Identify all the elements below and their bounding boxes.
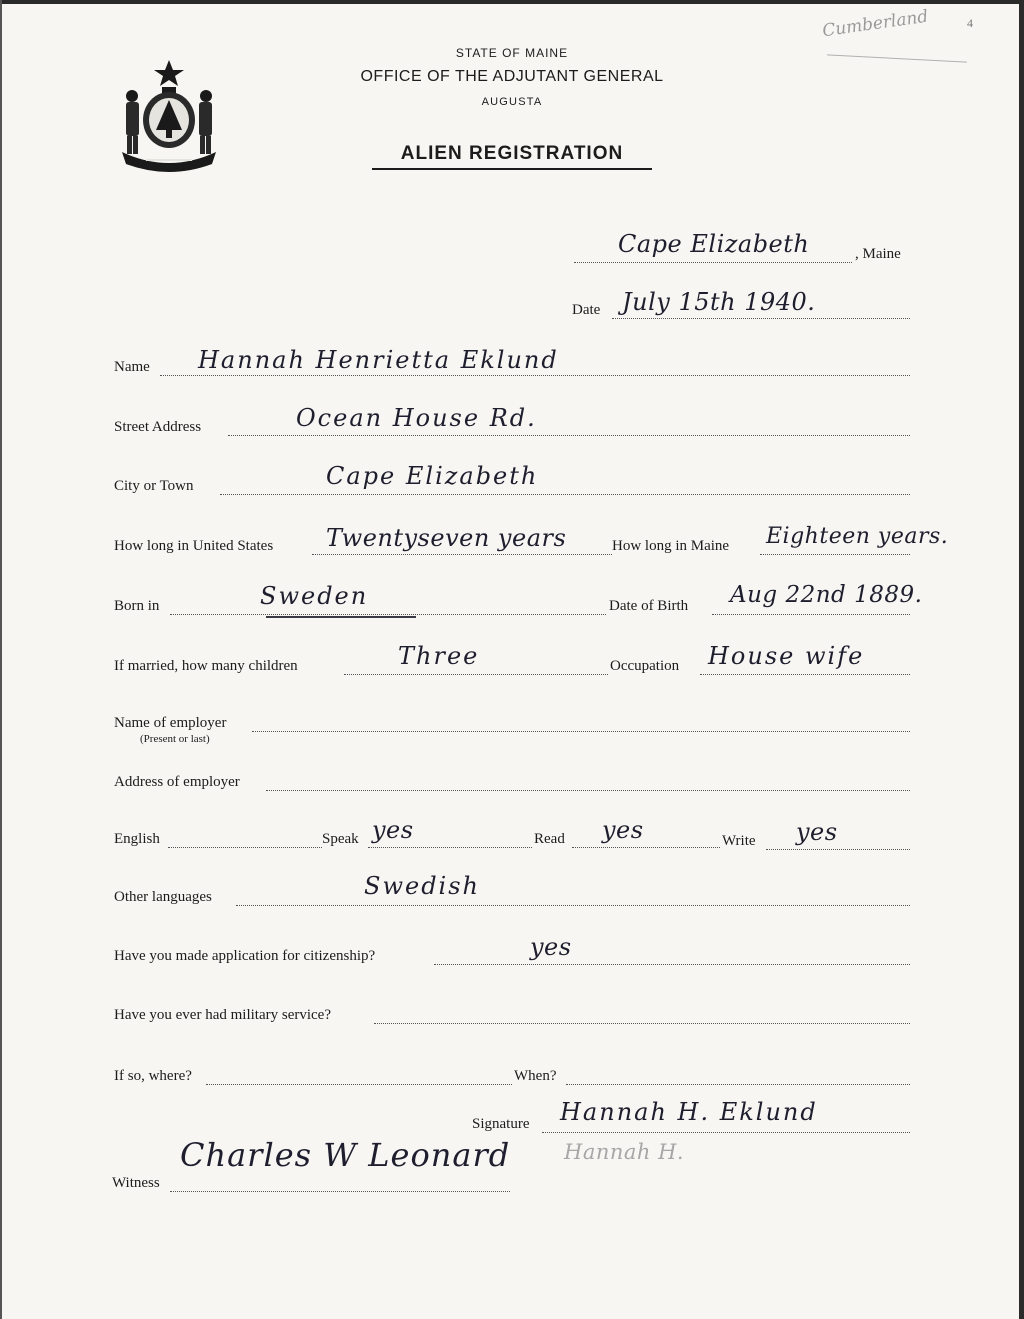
occupation-line <box>700 674 910 675</box>
witness-value: Charles W Leonard <box>180 1136 511 1174</box>
date-of-birth-value: Aug 22nd 1889. <box>730 582 923 608</box>
office-heading: OFFICE OF THE ADJUTANT GENERAL <box>360 68 664 85</box>
how-long-us-label: How long in United States <box>114 538 274 554</box>
born-in-value: Sweden <box>260 582 369 610</box>
read-label: Read <box>534 831 565 847</box>
when-line <box>566 1084 910 1085</box>
name-line <box>160 375 910 376</box>
title-underline <box>372 168 652 170</box>
how-long-us-value: Twentyseven years <box>326 524 567 552</box>
when-label: When? <box>514 1068 557 1084</box>
occupation-label: Occupation <box>610 658 680 674</box>
signature-faint-note: Hannah H. <box>564 1140 685 1164</box>
military-line <box>374 1023 910 1024</box>
born-in-pen-underline <box>266 616 416 618</box>
speak-value: yes <box>372 816 414 844</box>
children-label: If married, how many children <box>114 658 298 674</box>
city-or-town-value: Cape Elizabeth <box>326 462 539 490</box>
city-or-town-line <box>220 494 910 495</box>
occupation-value: House wife <box>708 642 865 670</box>
speak-line <box>368 847 532 848</box>
name-label: Name <box>114 359 150 375</box>
date-line <box>612 318 910 319</box>
employer-name-sublabel: (Present or last) <box>140 733 210 745</box>
military-label: Have you ever had military service? <box>114 1007 331 1023</box>
scan-edge-left <box>0 0 2 1319</box>
citizenship-line <box>434 964 910 965</box>
born-in-label: Born in <box>114 598 160 614</box>
date-of-birth-label: Date of Birth <box>609 598 689 614</box>
citizenship-value: yes <box>530 933 572 961</box>
state-heading: STATE OF MAINE <box>455 46 569 60</box>
how-long-us-line <box>312 554 612 555</box>
write-value: yes <box>796 818 838 846</box>
place-suffix: , Maine <box>855 246 901 262</box>
children-value: Three <box>398 642 480 670</box>
name-value: Hannah Henrietta Eklund <box>198 346 559 374</box>
place-value: Cape Elizabeth <box>618 230 810 258</box>
archive-page-number: 4 <box>967 16 973 30</box>
date-of-birth-line <box>712 614 910 615</box>
street-address-line <box>228 435 910 436</box>
other-languages-value: Swedish <box>364 872 480 900</box>
children-line <box>344 674 608 675</box>
scan-edge-top <box>0 0 1024 4</box>
english-label: English <box>114 831 160 847</box>
city-or-town-label: City or Town <box>114 478 194 494</box>
date-label: Date <box>572 302 601 318</box>
how-long-maine-value: Eighteen years. <box>766 524 949 549</box>
scan-edge-right <box>1019 0 1024 1319</box>
citizenship-label: Have you made application for citizenship? <box>114 948 376 964</box>
street-address-value: Ocean House Rd. <box>296 404 537 432</box>
where-label: If so, where? <box>114 1068 192 1084</box>
write-label: Write <box>722 833 756 849</box>
born-in-line <box>170 614 606 615</box>
signature-label: Signature <box>472 1116 530 1132</box>
speak-label: Speak <box>322 831 359 847</box>
other-languages-line <box>236 905 910 906</box>
form-title: ALIEN REGISTRATION <box>400 143 624 164</box>
place-line <box>574 262 852 263</box>
employer-address-label: Address of employer <box>114 774 240 790</box>
street-address-label: Street Address <box>114 419 202 435</box>
employer-name-line <box>252 731 910 732</box>
write-line <box>766 849 910 850</box>
witness-line <box>170 1191 510 1192</box>
read-value: yes <box>602 816 644 844</box>
employer-address-line <box>266 790 910 791</box>
witness-label: Witness <box>112 1175 160 1191</box>
city-heading: AUGUSTA <box>481 96 543 108</box>
read-line <box>572 847 720 848</box>
employer-name-label: Name of employer <box>114 715 227 731</box>
date-value: July 15th 1940. <box>622 288 816 316</box>
how-long-maine-label: How long in Maine <box>612 538 730 554</box>
signature-value: Hannah H. Eklund <box>560 1098 818 1126</box>
english-line <box>168 847 322 848</box>
signature-line <box>542 1132 910 1133</box>
other-languages-label: Other languages <box>114 889 212 905</box>
county-archive-note: Cumberland <box>821 6 930 42</box>
how-long-maine-line <box>760 554 910 555</box>
where-line <box>206 1084 512 1085</box>
